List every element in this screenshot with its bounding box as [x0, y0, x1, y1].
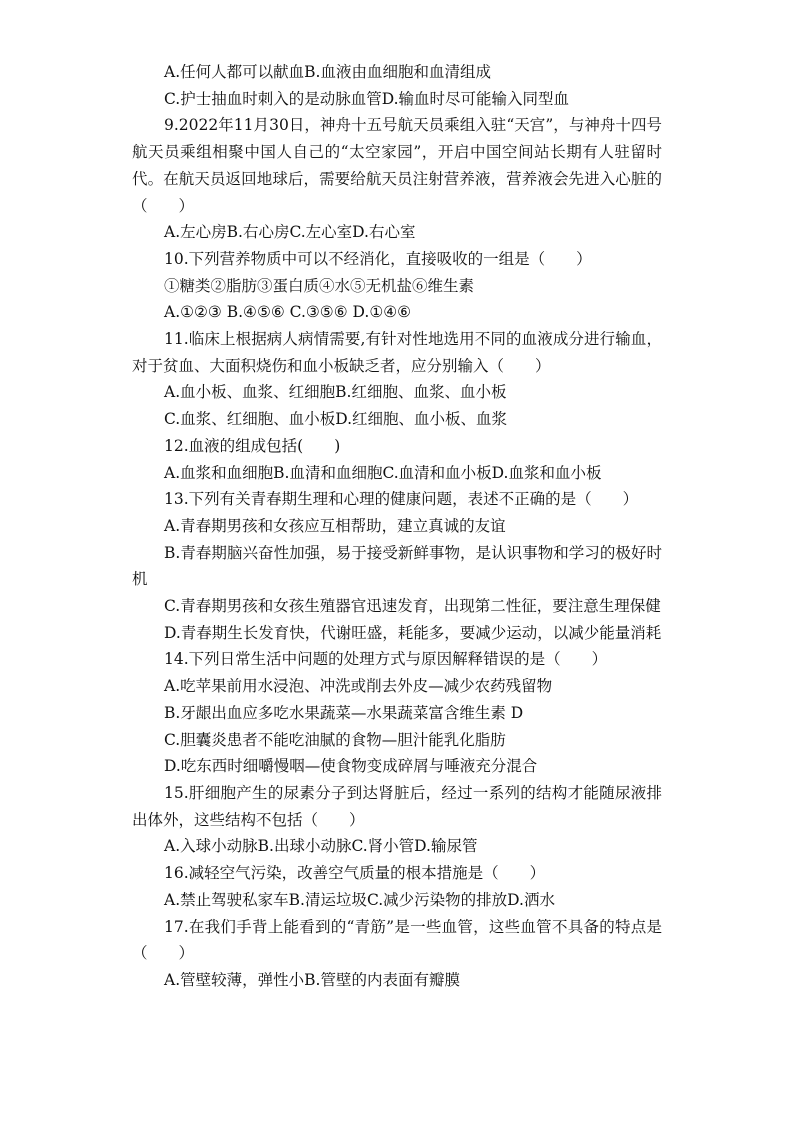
q14-option-b: B.牙龈出血应多吃水果蔬菜—水果蔬菜富含维生素 D: [164, 703, 524, 722]
q16-stem: 16.减轻空气污染，改善空气质量的根本措施是（ ）: [164, 864, 546, 883]
q10-options: A.①②③ B.④⑤⑥ C.③⑤⑥ D.①④⑥: [164, 303, 412, 322]
q13-option-d: D.青春期生长发育快，代谢旺盛，耗能多，要减少运动，以减少能量消耗: [164, 623, 662, 642]
q10-items: ①糖类②脂肪③蛋白质④水⑤无机盐⑥维生素: [164, 276, 475, 295]
q16-options: A.禁止驾驶私家车B.清运垃圾C.减少污染物的排放D.洒水: [164, 890, 555, 909]
q12-options: A.血浆和血细胞B.血清和血细胞C.血清和血小板D.血浆和血小板: [164, 463, 602, 482]
q12-stem: 12.血液的组成包括( ): [164, 436, 341, 455]
q14-option-a: A.吃苹果前用水浸泡、冲洗或削去外皮—减少农药残留物: [164, 677, 553, 696]
q9-options: A.左心房B.右心房C.左心室D.右心室: [164, 223, 416, 242]
q15-stem: 15.肝细胞产生的尿素分子到达肾脏后，经过一系列的结构才能随尿液排出体外，这些结构不包括（ ）: [132, 783, 662, 829]
q13-option-b: B.青春期脑兴奋性加强，易于接受新鲜事物，是认识事物和学习的极好时机: [132, 543, 662, 589]
q14-option-d: D.吃东西时细嚼慢咽—使食物变成碎屑与唾液充分混合: [164, 757, 538, 776]
q11-option-ab: A.血小板、血浆、红细胞B.红细胞、血浆、血小板: [164, 383, 507, 402]
q17-stem: 17.在我们手背上能看到的“青筋”是一些血管，这些血管不具备的特点是（ ）: [132, 917, 662, 963]
q10-stem: 10.下列营养物质中可以不经消化，直接吸收的一组是（ ）: [164, 249, 592, 268]
question-list: [132, 59, 662, 994]
q14-stem: 14.下列日常生活中问题的处理方式与原因解释错误的是（ ）: [164, 650, 608, 669]
q8-option-ab: A.任何人都可以献血B.血液由血细胞和血清组成: [164, 63, 491, 81]
q13-option-a: A.青春期男孩和女孩应互相帮助，建立真诚的友谊: [164, 516, 506, 535]
q17-option-ab: A.管壁较薄，弹性小B.管壁的内表面有瓣膜: [164, 970, 460, 989]
q8-option-cd: C.护士抽血时刺入的是动脉血管D.输血时尽可能输入同型血: [164, 89, 570, 108]
q13-option-c: C.青春期男孩和女孩生殖器官迅速发育，出现第二性征，要注意生理保健: [164, 597, 661, 616]
q11-option-cd: C.血浆、红细胞、血小板D.红细胞、血小板、血浆: [164, 410, 508, 429]
q15-options: A.入球小动脉B.出球小动脉C.肾小管D.输尿管: [164, 837, 478, 856]
q14-option-c: C.胆囊炎患者不能吃油腻的食物—胆汁能乳化脂肪: [164, 730, 506, 749]
q13-stem: 13.下列有关青春期生理和心理的健康问题，表述不正确的是（ ）: [164, 490, 639, 509]
q11-stem: 11.临床上根据病人病情需要,有针对性地选用不同的血液成分进行输血，对于贫血、大面积烧伤和血小板缺乏者，应分别输入（ ）: [132, 330, 662, 375]
q9-stem: 9.2022年11月30日，神舟十五号航天员乘组入驻“天宫”，与神舟十四号航天员乘组相聚中国人自己的“太空家园”，开启中国空间站长期有人驻留时代。在航天员返回地球后，需要给航天员注射营养液，营养液会先进入心脏的（ ）: [132, 116, 662, 215]
